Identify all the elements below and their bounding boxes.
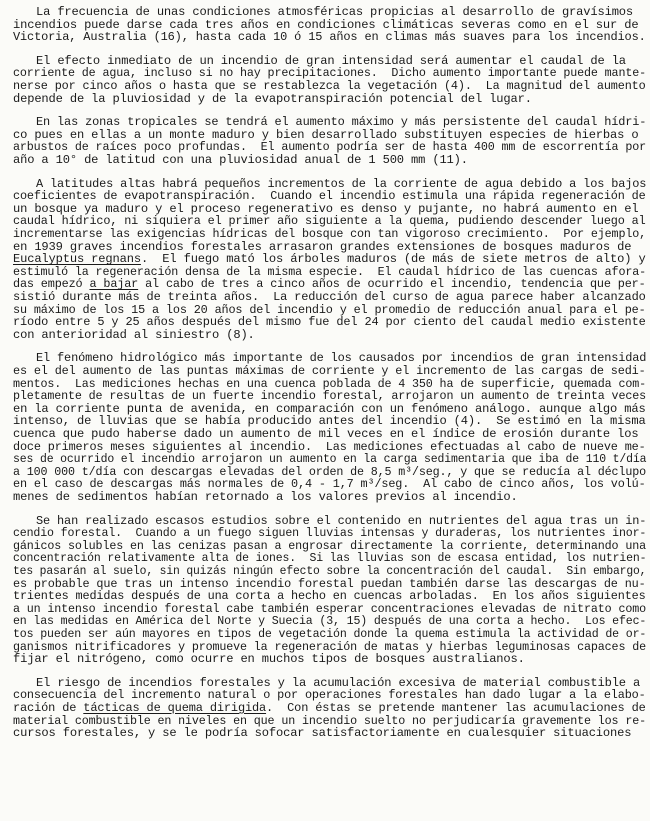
text-line: Eucalyptus regnans. El fuego mató los árboles maduros (de más de siete metros de alto) y — [13, 252, 646, 267]
text-line: La frecuencia de unas condiciones atmosféricas propicias al desarrollo de gravísimos — [36, 5, 634, 19]
text-line: cendio forestal. Cuando a un fuego siguen lluvias intensas y duraderas, los nutrientes inor- — [13, 526, 647, 541]
text-line: sistió durante más de treinta años. La reducción del curso de agua parece haber alcanzado — [13, 290, 646, 304]
text-line: concentración relativamente alta de iones. Si las lluvias son de escasa entidad, los nutrien- — [13, 551, 647, 566]
text-line: ríodo entre 5 y 25 años después del mismo fue del 24 por ciento del caudal medio existente — [13, 315, 646, 330]
text-line: material combustible en niveles en que un incendio suelto no perjudicaría gravemente los re- — [13, 713, 646, 728]
text-line: A latitudes altas habrá pequeños incrementos de la corriente de agua debido a los bajos — [36, 176, 647, 191]
text-line: ses de ocurrido el incendio arrojaron un aumento en la carga sedimentaria que iba de 110 t/día — [13, 452, 647, 467]
text-line: depende de la pluviosidad y de la evapotranspiración potencial del lugar. — [13, 91, 532, 106]
text-line: ganismos nitrificadores y promueve la regeneración de matas y hierbas leguminosas capaces de — [13, 639, 646, 654]
text-line: caudal hídrico, ni siquiera el primer año siguiente a la quema, pudiendo descender luego al — [13, 214, 646, 229]
text-line: incendios puede darse cada tres años en condiciones climáticas severas como en el sur de — [13, 17, 639, 32]
underlined-phrase: Eucalyptus regnans — [13, 252, 141, 267]
text-line: nerse por cinco años o hasta que se restablezca la vegetación (4). La magnitud del aumento — [13, 79, 646, 93]
text-line: Victoria, Australia (16), hasta cada 10 ó 15 años en climas más suaves para los incendios. — [13, 30, 646, 45]
underlined-phrase: a bajar — [89, 277, 139, 292]
text-line: es el del aumento de las puntas máximas de corriente y el incremento de las cargas de sedi- — [13, 364, 646, 378]
text-line: co pues en ellas a un monte maduro y bien desarrollado substituyen especies de hierbas o — [13, 127, 639, 142]
text-line: arbustos de raíces poco profundas. El aumento podría ser de hasta 400 mm de escorrentía por — [13, 140, 646, 155]
text-line: fijar el nitrógeno, como ocurre en muchos tipos de bosques australianos. — [13, 652, 525, 667]
text-line: estimuló la regeneración densa de la misma especie. El caudal hídrico de las cuencas afora- — [13, 264, 646, 279]
text-line: cuenca que pudo haberse dado un aumento de mil veces en el índice de erosión durante los — [13, 427, 639, 441]
text-line: mentos. Las mediciones hechas en una cuenca poblada de 4 350 ha de superficie, quemada com- — [13, 376, 646, 391]
text-line: En las zonas tropicales se tendrá el aumento máximo y más persistente del caudal hídri- — [36, 115, 647, 130]
text-line: con anterioridad al siniestro (8). — [13, 327, 255, 342]
text-line: El riesgo de incendios forestales y la acumulación excesiva de material combustible a — [36, 675, 641, 690]
text-line: coeficientes de evapotranspiración. Cuando el incendio estimula una rápida regeneración de — [13, 189, 646, 204]
text-line: doce primeros meses siguientes al incendio. Las mediciones efectuadas al cabo de nueve me- — [13, 439, 646, 454]
text-line: un bosque ya maduro y el proceso regenerativo es denso y pujante, no habrá aumento en el — [13, 201, 639, 216]
underlined-phrase: tácticas de quema dirigida — [83, 701, 267, 715]
text-line: Se han realizado escasos estudios sobre el contenido en nutrientes del agua tras un in- — [36, 513, 647, 528]
text-line: ración de tácticas de quema dirigida. Con éstas se pretende mantener las acumulaciones de — [13, 701, 646, 715]
text-line: pletamente de resultas de un fuerte incendio forestal, arrojaron un aumento de treinta veces — [13, 389, 646, 404]
text-line: tos pueden ser aún mayores en tipos de vegetación donde la quema estimula la actividad de or- — [13, 627, 647, 641]
text-line: trientes medidas después de una corta a hecho en cuencas arboladas. En los años siguientes — [13, 589, 646, 604]
text-line: en el caso de descargas más normales de 0,4 - 1,7 m³/seg. Al cabo de cinco años, los volú- — [13, 477, 646, 492]
text-line: El efecto inmediato de un incendio de gran intensidad será aumentar el caudal de la — [36, 53, 626, 68]
text-line: a 100 000 t/día con descargas elevadas del orden de 8,5 m³/seg., y que se reducía al déclupo — [13, 464, 646, 479]
text-line: en 1939 graves incendios forestales arrasaron grandes extensiones de bosques maduros de — [13, 239, 632, 254]
text-line: cursos forestales, y se le podría sofocar satisfactoriamente en cualesquier situaciones — [13, 726, 632, 741]
text-line: es probable que tras un intenso incendio forestal puedan también darse las descargas de nu- — [13, 576, 646, 591]
text-line: menes de sedimentos habían retornado a los valores previos al incendio. — [13, 490, 518, 504]
text-line: das empezó a bajar al cabo de tres a cinco años de ocurrido el incendio, tendencia que per- — [13, 277, 646, 292]
text-line: año a 10° de latitud con una pluviosidad anual de 1 500 mm (11). — [13, 153, 468, 167]
text-line: en la corriente punta de avenida, en comparación con un fenómeno análogo. aunque algo más — [13, 401, 646, 416]
text-line: corriente de agua, incluso si no hay precipitaciones. Dicho aumento importante puede mante- — [13, 66, 646, 81]
text-line: tes pasarán al suelo, sin quizás ningún efecto sobre la concentración del caudal. Sin embargo, — [13, 564, 647, 578]
text-line: El fenómeno hidrológico más importante de los causados por incendios de gran intensidad — [36, 351, 647, 366]
text-line: intenso, de lluvias que se había producido antes del incendio (4). Se estimó en la misma — [13, 414, 646, 429]
text-line: gánicos solubles en las cenizas pasan a engrosar directamente la corriente, determinando una — [13, 538, 646, 553]
text-line: a un intenso incendio forestal cabe también esperar concentraciones elevadas de nitrato como — [13, 601, 646, 616]
text-line: en las medidas en América del Norte y Suecia (3, 15) después de una corta a hecho. Los efec- — [13, 614, 647, 629]
text-line: consecuencia del incremento natural o por operaciones forestales han dado lugar a la elabo- — [13, 688, 646, 703]
text-line: incrementarse las exigencias hídricas del bosque con tan vigoroso crecimiento. Por ejemplo, — [13, 227, 646, 241]
text-line: su máximo de los 15 a los 20 años del incendio y el promedio de reducción anual para el pe- — [13, 302, 646, 317]
